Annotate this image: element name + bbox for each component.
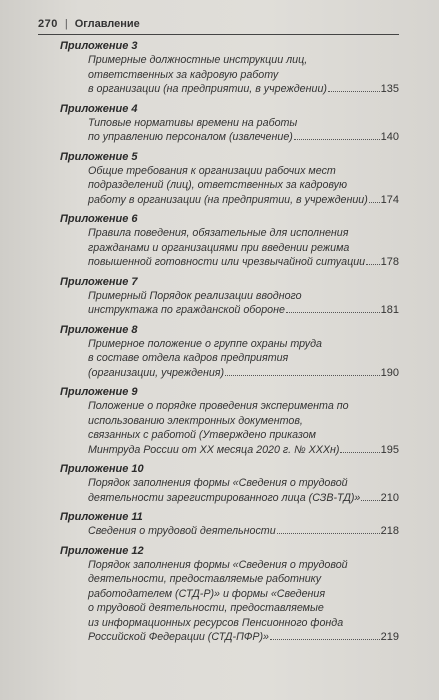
description-line: Примерные должностные инструкции лиц, bbox=[88, 54, 308, 66]
description-last-line bbox=[88, 366, 399, 381]
dot-leader bbox=[369, 193, 380, 203]
description-line: Общие требования к организации рабочих мест bbox=[88, 164, 336, 177]
description-line: гражданами и организациями при введении режима bbox=[88, 241, 350, 254]
description-line: о трудовой деятельности, предоставляемые bbox=[88, 602, 324, 614]
page-ref[interactable]: 210 bbox=[380, 491, 399, 504]
appendix-title: Приложение 12 bbox=[60, 544, 144, 557]
description-line: подразделений (лиц), ответственных за кадровую bbox=[88, 179, 347, 191]
appendix-title: Приложение 5 bbox=[60, 150, 138, 163]
description-line: Примерный Порядок реализации вводного bbox=[88, 289, 302, 302]
page-ref[interactable]: 174 bbox=[380, 193, 399, 206]
description-line: инструктажа по гражданской обороне bbox=[88, 304, 285, 316]
appendix-title: Приложение 11 bbox=[60, 511, 143, 523]
dot-leader bbox=[286, 303, 380, 313]
description-line: из информационных ресурсов Пенсионного фонда bbox=[88, 616, 344, 629]
description-line: Типовые нормативы времени на работы bbox=[88, 116, 298, 129]
description-line: ответственных за кадровую работу bbox=[88, 68, 279, 81]
description-line: в организации (на предприятии, в учреждении) bbox=[88, 83, 327, 95]
appendix-title: Приложение 6 bbox=[60, 213, 138, 225]
page-ref[interactable]: 190 bbox=[380, 366, 399, 379]
description-line: Порядок заполнения формы «Сведения о трудовой bbox=[88, 558, 348, 571]
description-last-line bbox=[88, 255, 399, 270]
description-line: использованию электронных документов, bbox=[88, 414, 303, 427]
toc-entry[interactable] bbox=[38, 544, 399, 645]
appendix-title: Приложение 10 bbox=[60, 463, 144, 475]
page-ref[interactable]: 135 bbox=[380, 83, 399, 95]
description-last-line bbox=[88, 303, 399, 318]
page-ref[interactable]: 178 bbox=[380, 256, 399, 268]
description-line: Порядок заполнения формы «Сведения о трудовой bbox=[88, 477, 348, 489]
dot-leader bbox=[277, 524, 380, 534]
running-header bbox=[38, 18, 399, 30]
dot-leader bbox=[366, 255, 380, 265]
description-line: в составе отдела кадров предприятия bbox=[88, 352, 289, 364]
toc-entry[interactable] bbox=[38, 510, 399, 539]
description-last-line bbox=[88, 443, 399, 458]
appendix-title: Приложение 7 bbox=[60, 275, 138, 288]
description-line: Правила поведения, обязательные для исполнения bbox=[88, 227, 349, 239]
appendix-description bbox=[88, 164, 399, 208]
appendix-title: Приложение 4 bbox=[60, 102, 138, 115]
description-line: Российской Федерации (СТД-ПФР)» bbox=[88, 631, 269, 643]
description-line: Положение о порядке проведения эксперимента по bbox=[88, 400, 349, 412]
appendix-description bbox=[88, 226, 399, 270]
description-last-line bbox=[88, 193, 399, 208]
description-line: связанных с работой (Утверждено приказом bbox=[88, 429, 316, 441]
description-last-line bbox=[88, 630, 399, 645]
section-title: Оглавление bbox=[74, 18, 140, 30]
description-line: Сведения о трудовой деятельности bbox=[88, 525, 276, 537]
toc-entry[interactable] bbox=[38, 150, 399, 208]
toc-entry[interactable] bbox=[38, 323, 399, 381]
page-ref[interactable]: 140 bbox=[380, 131, 399, 143]
appendix-description bbox=[88, 399, 399, 457]
description-last-line bbox=[88, 491, 399, 506]
toc-entry[interactable] bbox=[38, 102, 399, 145]
toc-entry[interactable] bbox=[38, 385, 399, 457]
description-line: Примерное положение о группе охраны труда bbox=[88, 337, 322, 350]
appendix-description bbox=[88, 289, 399, 318]
page-ref[interactable]: 218 bbox=[380, 525, 399, 537]
dot-leader bbox=[270, 630, 380, 640]
toc-entry[interactable] bbox=[38, 39, 399, 97]
header-separator: | bbox=[64, 18, 68, 30]
appendix-title: Приложение 8 bbox=[60, 323, 138, 336]
appendix-description bbox=[88, 558, 399, 645]
description-line: Минтруда России от XX месяца 2020 г. № XXXн) bbox=[88, 443, 340, 456]
description-line: по управлению персоналом (извлечение) bbox=[88, 131, 293, 143]
description-line: работу в организации (на предприятии, в учреждении) bbox=[88, 193, 368, 206]
dot-leader bbox=[340, 443, 379, 453]
toc-entry[interactable] bbox=[38, 275, 399, 318]
appendix-description bbox=[88, 524, 399, 539]
description-line: деятельности зарегистрированного лица (СЗВ-ТД)» bbox=[88, 491, 361, 504]
description-line: работодателем (СТД-Р)» и формы «Сведения bbox=[88, 587, 326, 600]
appendix-description bbox=[88, 116, 399, 145]
description-line: (организации, учреждения) bbox=[88, 366, 225, 379]
appendix-description bbox=[88, 476, 399, 505]
appendix-title: Приложение 3 bbox=[60, 40, 138, 52]
toc-entry[interactable] bbox=[38, 212, 399, 270]
description-line: деятельности, предоставляемые работнику bbox=[88, 573, 322, 585]
page-number: 270 bbox=[38, 18, 58, 30]
header-rule bbox=[38, 34, 399, 35]
dot-leader bbox=[328, 82, 380, 92]
appendix-description bbox=[88, 337, 399, 381]
appendix-description bbox=[88, 53, 399, 97]
dot-leader bbox=[225, 366, 380, 376]
toc-entry[interactable] bbox=[38, 462, 399, 505]
appendix-title: Приложение 9 bbox=[60, 386, 138, 398]
page-ref[interactable]: 195 bbox=[380, 443, 399, 456]
description-line: повышенной готовности или чрезвычайной ситуации bbox=[88, 256, 366, 268]
dot-leader bbox=[294, 130, 380, 140]
page-ref[interactable]: 219 bbox=[380, 631, 399, 643]
description-last-line bbox=[88, 130, 399, 145]
description-last-line bbox=[88, 524, 399, 539]
dot-leader bbox=[361, 491, 379, 501]
description-last-line bbox=[88, 82, 399, 97]
page-ref[interactable]: 181 bbox=[380, 304, 399, 316]
table-of-contents bbox=[38, 39, 399, 645]
